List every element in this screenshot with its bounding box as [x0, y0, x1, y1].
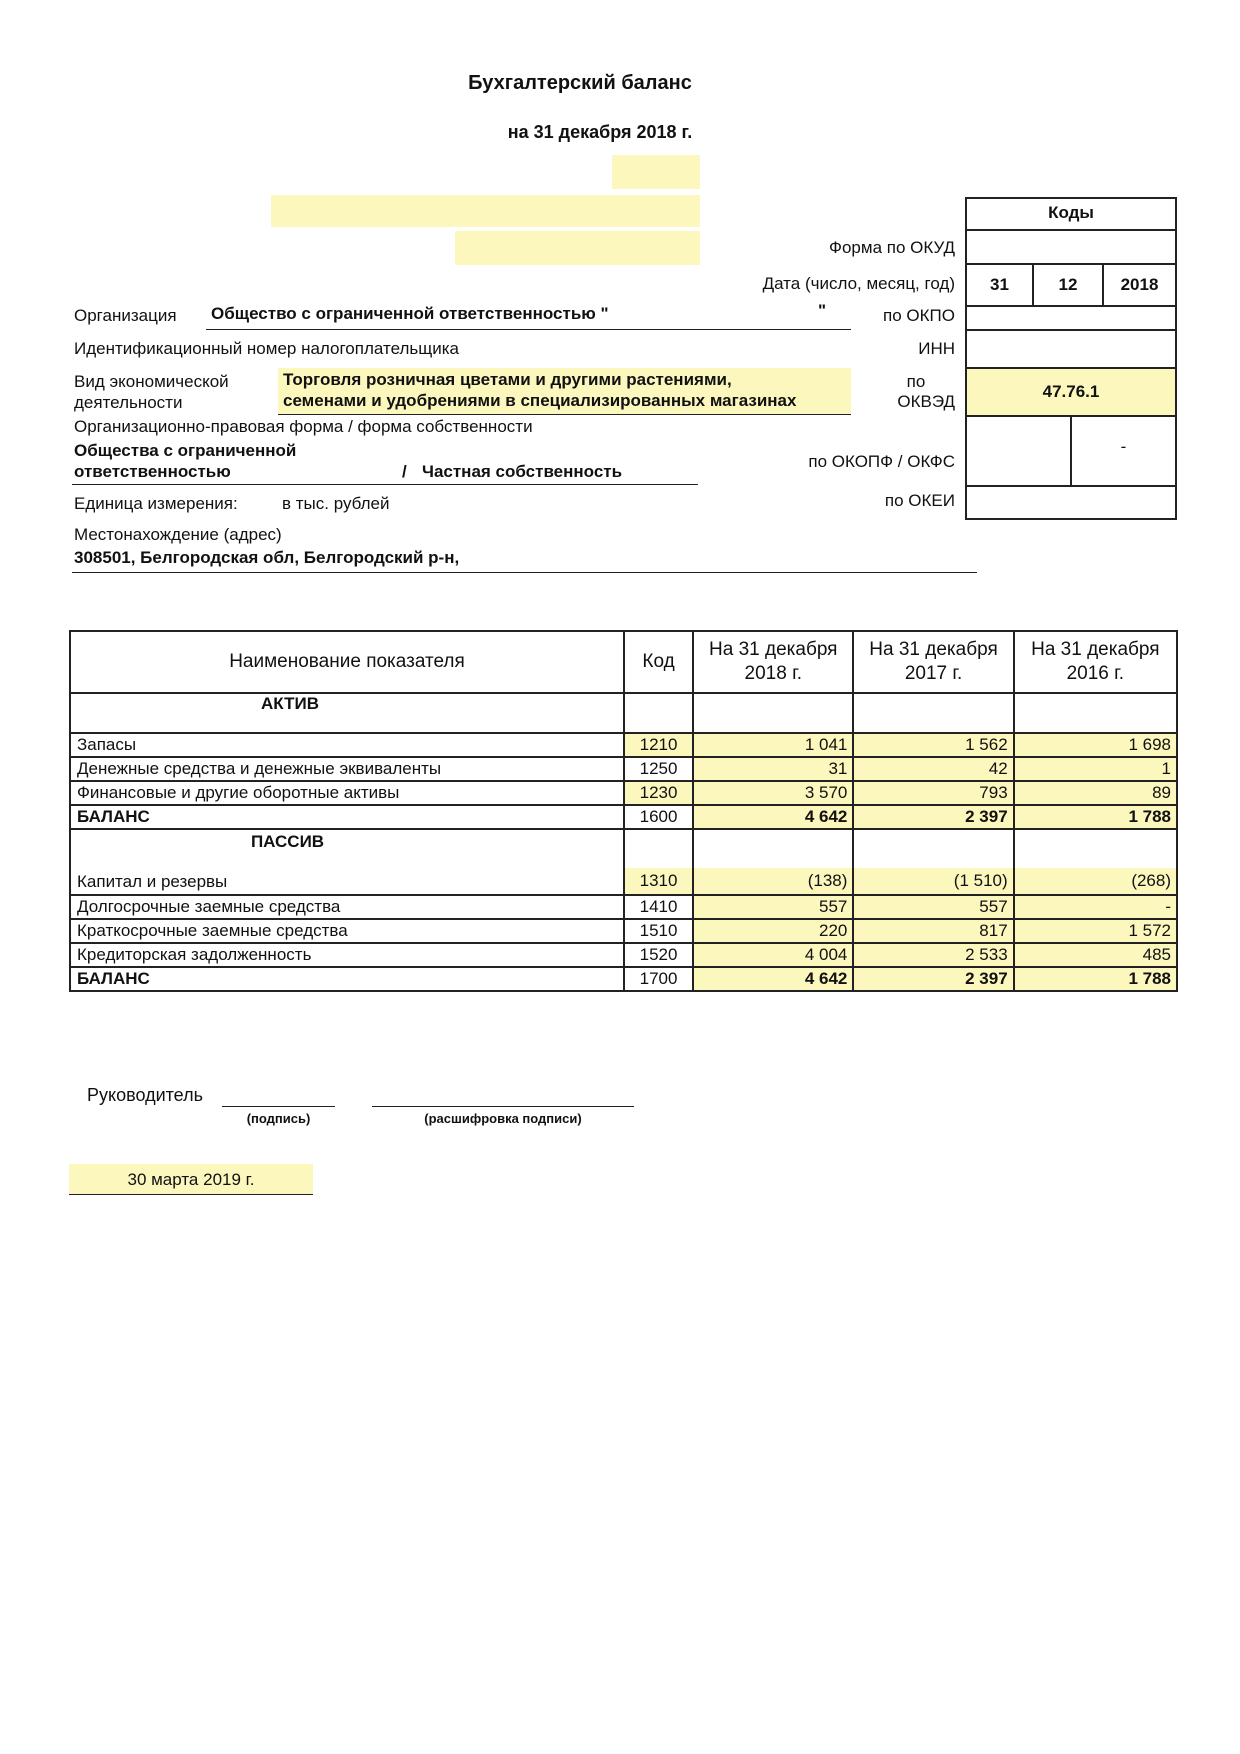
row-value-2018: 557 [693, 895, 853, 919]
row-name: БАЛАНС [70, 805, 624, 829]
date-row [967, 263, 1175, 305]
legal-form-separator: / [402, 462, 407, 481]
document-title: Бухгалтерский баланс [468, 72, 692, 94]
ownership-value: Частная собственность [422, 462, 623, 481]
signature-caption: (подпись) [246, 1111, 311, 1126]
redacted-field-1 [612, 155, 700, 189]
row-value-2017: 2 397 [853, 967, 1013, 991]
table-row [70, 919, 1177, 943]
okved-value[interactable]: 47.76.1 [1042, 382, 1100, 401]
row-value-2018: 4 642 [693, 967, 853, 991]
row-value-2017: 793 [853, 781, 1013, 805]
head-label: Руководитель [87, 1085, 203, 1105]
okopf-label: по ОКОПФ / ОКФС [808, 452, 955, 471]
sign-date-field[interactable] [69, 1164, 313, 1195]
inn-code-label: ИНН [918, 339, 955, 358]
row-value-2018: 4 004 [693, 943, 853, 967]
org-label: Организация [74, 306, 177, 325]
legal-form-value-2: ответственностью [74, 462, 231, 481]
okei-label: по ОКЕИ [884, 491, 955, 510]
okved-label-1: по [906, 372, 926, 391]
org-value: Общество с ограниченной ответственностью " [211, 304, 609, 323]
address-value: 308501, Белгородская обл, Белгородский р-н, [74, 548, 460, 567]
okpo-label: по ОКПО [883, 306, 955, 325]
inn-row [967, 329, 1175, 367]
row-code: 1250 [624, 757, 693, 781]
org-value-end: " [818, 301, 827, 320]
legal-form-value-1: Общества с ограниченной [74, 441, 297, 460]
row-name: БАЛАНС [70, 967, 624, 991]
inn-value[interactable] [967, 331, 1175, 367]
row-value-2016: 1 788 [1014, 805, 1177, 829]
activity-value-2: семенами и удобрениями в специализированных магазинах [283, 391, 797, 410]
inn-label: Идентификационный номер налогоплательщика [74, 339, 459, 358]
row-value-2016: 1 [1014, 757, 1177, 781]
header-2018-line1: На 31 декабря [709, 639, 838, 660]
table-header-row [70, 631, 1177, 693]
row-code: 1600 [624, 805, 693, 829]
row-value-2016: (268) [1015, 868, 1176, 894]
okei-value[interactable] [967, 487, 1175, 518]
signature-decode-caption: (расшифровка подписи) [424, 1111, 582, 1126]
header-2017-line1: На 31 декабря [869, 639, 998, 660]
header-2016-line1: На 31 декабря [1031, 639, 1160, 660]
okfs-value[interactable]: - [1120, 437, 1127, 456]
header-2017 [853, 631, 1013, 693]
table-row [70, 943, 1177, 967]
date-day[interactable]: 31 [967, 265, 1034, 305]
row-value-2016: 485 [1014, 943, 1177, 967]
header-2016 [1014, 631, 1177, 693]
row-code: 1210 [624, 733, 693, 757]
row-value-2017: 817 [853, 919, 1013, 943]
row-code: 1230 [624, 781, 693, 805]
passiv-title: ПАССИВ [250, 832, 325, 851]
header-code: Код [624, 631, 693, 693]
okud-value[interactable] [967, 231, 1175, 263]
row-code: 1700 [624, 967, 693, 991]
row-value-2017: (1 510) [854, 868, 1012, 894]
activity-field[interactable] [278, 368, 851, 415]
row-name: Финансовые и другие оборотные активы [70, 781, 624, 805]
date-month[interactable]: 12 [1034, 265, 1104, 305]
okei-row [967, 485, 1175, 518]
okopf-value[interactable] [967, 417, 1072, 485]
row-name: Капитал и резервы [77, 872, 228, 891]
row-value-2017: 557 [853, 895, 1013, 919]
aktiv-section-row [70, 693, 1177, 733]
row-code: 1510 [624, 919, 693, 943]
okved-row [967, 367, 1175, 415]
row-code: 1410 [624, 895, 693, 919]
table-row-total [70, 967, 1177, 991]
date-year[interactable]: 2018 [1120, 275, 1159, 294]
org-field[interactable] [206, 301, 851, 330]
row-name: Кредиторская задолженность [70, 943, 624, 967]
redacted-field-3 [455, 231, 700, 265]
table-row-total [70, 805, 1177, 829]
date-label: Дата (число, месяц, год) [762, 274, 955, 293]
row-value-2016: - [1014, 895, 1177, 919]
activity-value-1: Торговля розничная цветами и другими растениями, [283, 370, 732, 389]
codes-title-row [967, 197, 1175, 229]
legal-form-label: Организационно-правовая форма / форма собственности [74, 417, 533, 436]
unit-value: в тыс. рублей [282, 494, 390, 513]
row-value-2017: 2 533 [853, 943, 1013, 967]
passiv-cell [70, 829, 624, 895]
row-value-2016: 1 788 [1014, 967, 1177, 991]
table-row [70, 895, 1177, 919]
row-code: 1520 [624, 943, 693, 967]
row-value-2016: 89 [1014, 781, 1177, 805]
okud-row [967, 229, 1175, 263]
aktiv-title: АКТИВ [70, 693, 624, 733]
row-name: Денежные средства и денежные эквиваленты [70, 757, 624, 781]
header-2018-line2: 2018 г. [744, 663, 802, 684]
address-field[interactable] [72, 546, 977, 573]
okved-label-2: ОКВЭД [897, 392, 955, 411]
activity-label-2: деятельности [74, 393, 183, 412]
passiv-section-row [70, 829, 1177, 895]
row-value-2017: 1 562 [853, 733, 1013, 757]
balance-table [69, 630, 1178, 992]
row-value-2018: 1 041 [693, 733, 853, 757]
address-label: Местонахождение (адрес) [74, 525, 282, 544]
header-2017-line2: 2017 г. [904, 663, 963, 684]
row-value-2016: 1 698 [1014, 733, 1177, 757]
row-value-2018: 3 570 [693, 781, 853, 805]
sign-date: 30 марта 2019 г. [127, 1170, 255, 1189]
signature-line[interactable] [222, 1092, 335, 1107]
row-value-2018: (138) [694, 868, 852, 894]
row-value-2018: 31 [693, 757, 853, 781]
okud-label: Форма по ОКУД [829, 238, 955, 257]
row-name: Долгосрочные заемные средства [70, 895, 624, 919]
report-date: на 31 декабря 2018 г. [507, 122, 693, 142]
unit-label: Единица измерения: [74, 494, 238, 513]
row-value-2017: 42 [853, 757, 1013, 781]
row-name: Запасы [70, 733, 624, 757]
activity-label-1: Вид экономической [74, 372, 229, 391]
table-row [70, 757, 1177, 781]
okpo-row [967, 305, 1175, 329]
header-name: Наименование показателя [70, 631, 624, 693]
row-value-2018: 220 [693, 919, 853, 943]
codes-box [965, 197, 1177, 520]
table-row [70, 733, 1177, 757]
header-2016-line2: 2016 г. [1066, 663, 1125, 684]
row-value-2018: 4 642 [693, 805, 853, 829]
table-row [70, 781, 1177, 805]
okopf-okfs-row [967, 415, 1175, 485]
row-value-2017: 2 397 [853, 805, 1013, 829]
row-value-2016: 1 572 [1014, 919, 1177, 943]
row-name: Краткосрочные заемные средства [70, 919, 624, 943]
signature-decode-line[interactable] [372, 1092, 634, 1107]
legal-form-field[interactable] [72, 438, 698, 485]
row-code: 1310 [625, 868, 692, 894]
redacted-field-2 [271, 195, 700, 227]
header-2018 [693, 631, 853, 693]
codes-title: Коды [1048, 203, 1094, 222]
okpo-value[interactable] [967, 307, 1175, 329]
